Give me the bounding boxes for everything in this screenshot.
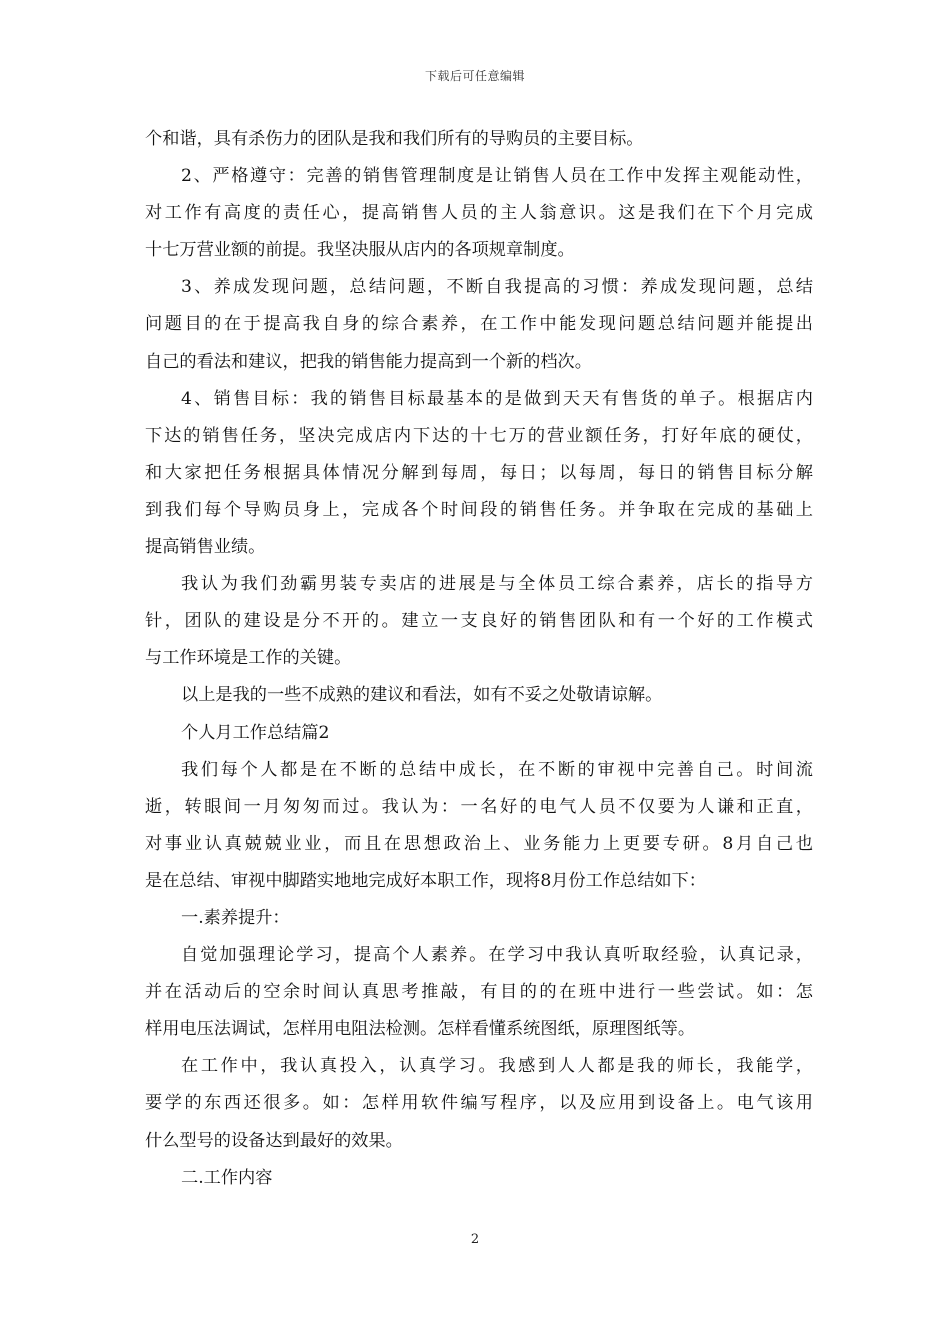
text-line: 我们每个人都是在不断的总结中成长，在不断的审视中完善自己。时间流 — [181, 759, 813, 780]
text-line: 针，团队的建设是分不开的。建立一支良好的销售团队和有一个好的工作模式 — [145, 611, 813, 632]
text-line: 3、养成发现问题，总结问题，不断自我提高的习惯：养成发现问题，总结 — [181, 277, 813, 298]
text-line: 4、销售目标：我的销售目标最基本的是做到天天有售货的单子。根据店内 — [181, 388, 813, 409]
text-line: 和大家把任务根据具体情况分解到每周，每日；以每周，每日的销售目标分解 — [145, 462, 813, 483]
text-line: 自己的看法和建议，把我的销售能力提高到一个新的档次。 — [145, 351, 592, 372]
text-line: 与工作环境是工作的关键。 — [145, 648, 352, 669]
text-line: 在工作中，我认真投入，认真学习。我感到人人都是我的师长，我能学， — [181, 1056, 813, 1077]
text-line: 逝，转眼间一月匆匆而过。我认为：一名好的电气人员不仅要为人谦和正直， — [145, 796, 813, 817]
page-header: 下载后可任意编辑 — [424, 69, 525, 83]
text-line: 要学的东西还很多。如：怎样用软件编写程序，以及应用到设备上。电气该用 — [145, 1093, 813, 1114]
text-line: 自觉加强理论学习，提高个人素养。在学习中我认真听取经验，认真记录， — [181, 945, 813, 966]
document-body — [145, 121, 813, 1197]
text-line: 二.工作内容 — [181, 1167, 273, 1188]
text-line: 以上是我的一些不成熟的建议和看法，如有不妥之处敬请谅解。 — [181, 685, 663, 706]
text-line: 对事业认真兢兢业业，而且在思想政治上、业务能力上更要专研。8月自己也 — [145, 833, 813, 854]
text-line: 十七万营业额的前提。我坚决服从店内的各项规章制度。 — [145, 240, 575, 261]
text-line: 并在活动后的空余时间认真思考推敲，有目的的在班中进行一些尝试。如：怎 — [145, 982, 813, 1003]
text-line: 样用电压法调试，怎样用电阻法检测。怎样看懂系统图纸，原理图纸等。 — [145, 1019, 696, 1040]
text-line: 提高销售业绩。 — [145, 537, 266, 558]
text-line: 问题目的在于提高我自身的综合素养，在工作中能发现问题总结问题并能提出 — [145, 314, 813, 335]
text-line: 一.素养提升： — [181, 907, 290, 928]
text-line: 我认为我们劲霸男装专卖店的进展是与全体员工综合素养，店长的指导方 — [181, 574, 813, 595]
text-line: 个和谐，具有杀伤力的团队是我和我们所有的导购员的主要目标。 — [145, 129, 644, 149]
text-line: 到我们每个导购员身上，完成各个时间段的销售任务。并争取在完成的基础上 — [145, 499, 813, 520]
text-line: 什么型号的设备达到最好的效果。 — [145, 1130, 403, 1151]
text-line: 个人月工作总结篇2 — [181, 722, 330, 743]
text-line: 是在总结、审视中脚踏实地地完成好本职工作，现将8月份工作总结如下： — [145, 870, 706, 891]
text-line: 对工作有高度的责任心，提高销售人员的主人翁意识。这是我们在下个月完成 — [145, 203, 813, 224]
text-line: 2、严格遵守：完善的销售管理制度是让销售人员在工作中发挥主观能动性， — [181, 166, 813, 187]
page-number: 2 — [470, 1232, 480, 1247]
text-line: 下达的销售任务，坚决完成店内下达的十七万的营业额任务，打好年底的硬仗， — [145, 425, 813, 446]
